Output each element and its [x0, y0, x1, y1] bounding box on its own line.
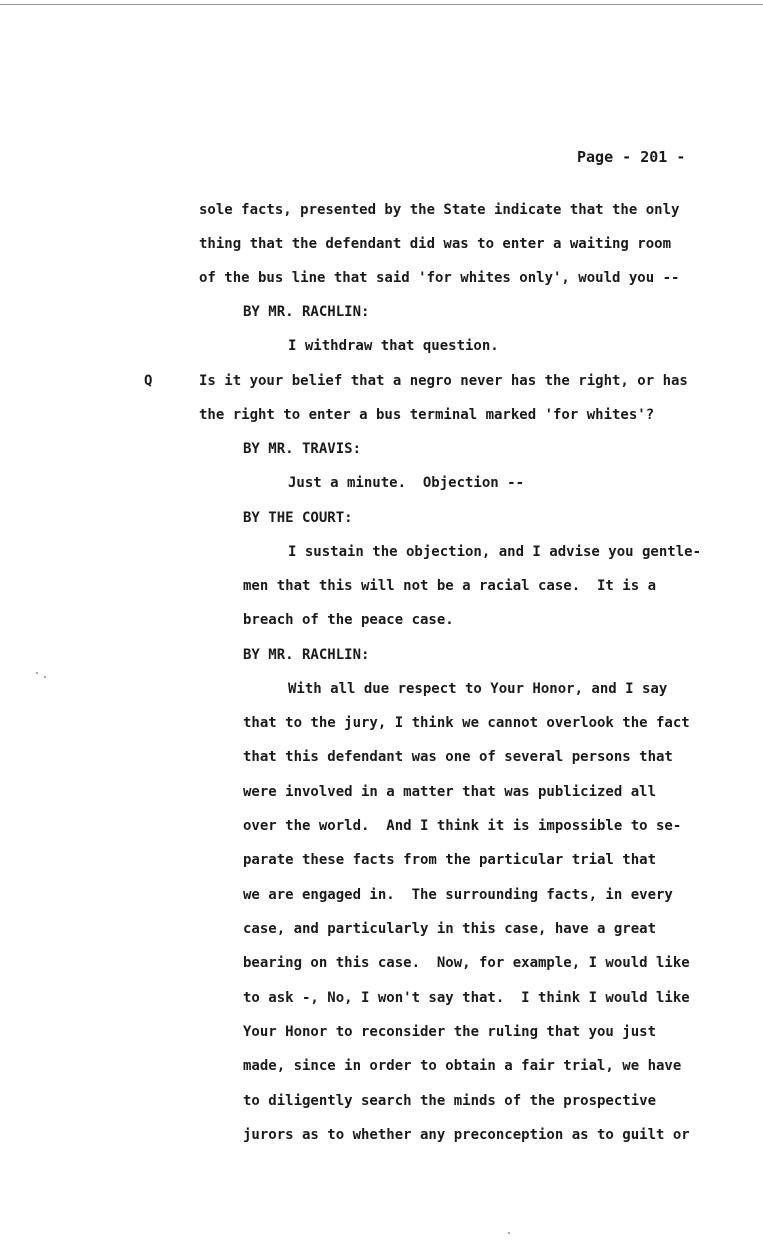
- transcript-line: we are engaged in. The surrounding facts, in every: [243, 887, 673, 903]
- transcript-line: I withdraw that question.: [288, 338, 499, 354]
- transcript-line: to ask -, No, I won't say that. I think I would like: [243, 990, 690, 1006]
- transcript-line: thing that the defendant did was to enter a waiting room: [199, 236, 672, 252]
- transcript-line: to diligently search the minds of the prospective: [243, 1093, 657, 1109]
- transcript-line: over the world. And I think it is impossible to se-: [243, 818, 682, 834]
- transcript-line: made, since in order to obtain a fair trial, we have: [243, 1058, 682, 1074]
- page-number-header: Page - 201 -: [577, 148, 686, 166]
- transcript-line: I sustain the objection, and I advise you gentle-: [288, 544, 702, 560]
- transcript-line: that this defendant was one of several persons that: [243, 749, 673, 765]
- scan-speck: [36, 672, 38, 674]
- transcript-line: parate these facts from the particular trial that: [243, 852, 657, 868]
- scan-speck: [508, 1232, 510, 1234]
- transcript-line: bearing on this case. Now, for example, I would like: [243, 955, 690, 971]
- transcript-line: Is it your belief that a negro never has the right, or has: [199, 373, 688, 389]
- speaker-label: BY MR. TRAVIS:: [243, 441, 362, 457]
- transcript-line: that to the jury, I think we cannot overlook the fact: [243, 715, 690, 731]
- speaker-label: BY THE COURT:: [243, 510, 353, 526]
- transcript-line: case, and particularly in this case, have a great: [243, 921, 657, 937]
- speaker-label: BY MR. RACHLIN:: [243, 647, 370, 663]
- scan-top-edge-line: [0, 4, 763, 5]
- transcript-line: jurors as to whether any preconception as to guilt or: [243, 1127, 690, 1143]
- transcript-line: sole facts, presented by the State indicate that the only: [199, 202, 680, 218]
- transcript-line: Just a minute. Objection --: [288, 475, 525, 491]
- speaker-label: BY MR. RACHLIN:: [243, 304, 370, 320]
- transcript-line: were involved in a matter that was publicized all: [243, 784, 657, 800]
- scan-speck: [44, 676, 46, 678]
- transcript-line: men that this will not be a racial case. It is a: [243, 578, 657, 594]
- transcript-line: With all due respect to Your Honor, and I say: [288, 681, 668, 697]
- transcript-line: of the bus line that said 'for whites only', would you --: [199, 270, 680, 286]
- transcript-line: Your Honor to reconsider the ruling that you just: [243, 1024, 657, 1040]
- transcript-line: breach of the peace case.: [243, 612, 454, 628]
- transcript-line: the right to enter a bus terminal marked 'for whites'?: [199, 407, 655, 423]
- question-marker: Q: [144, 373, 153, 389]
